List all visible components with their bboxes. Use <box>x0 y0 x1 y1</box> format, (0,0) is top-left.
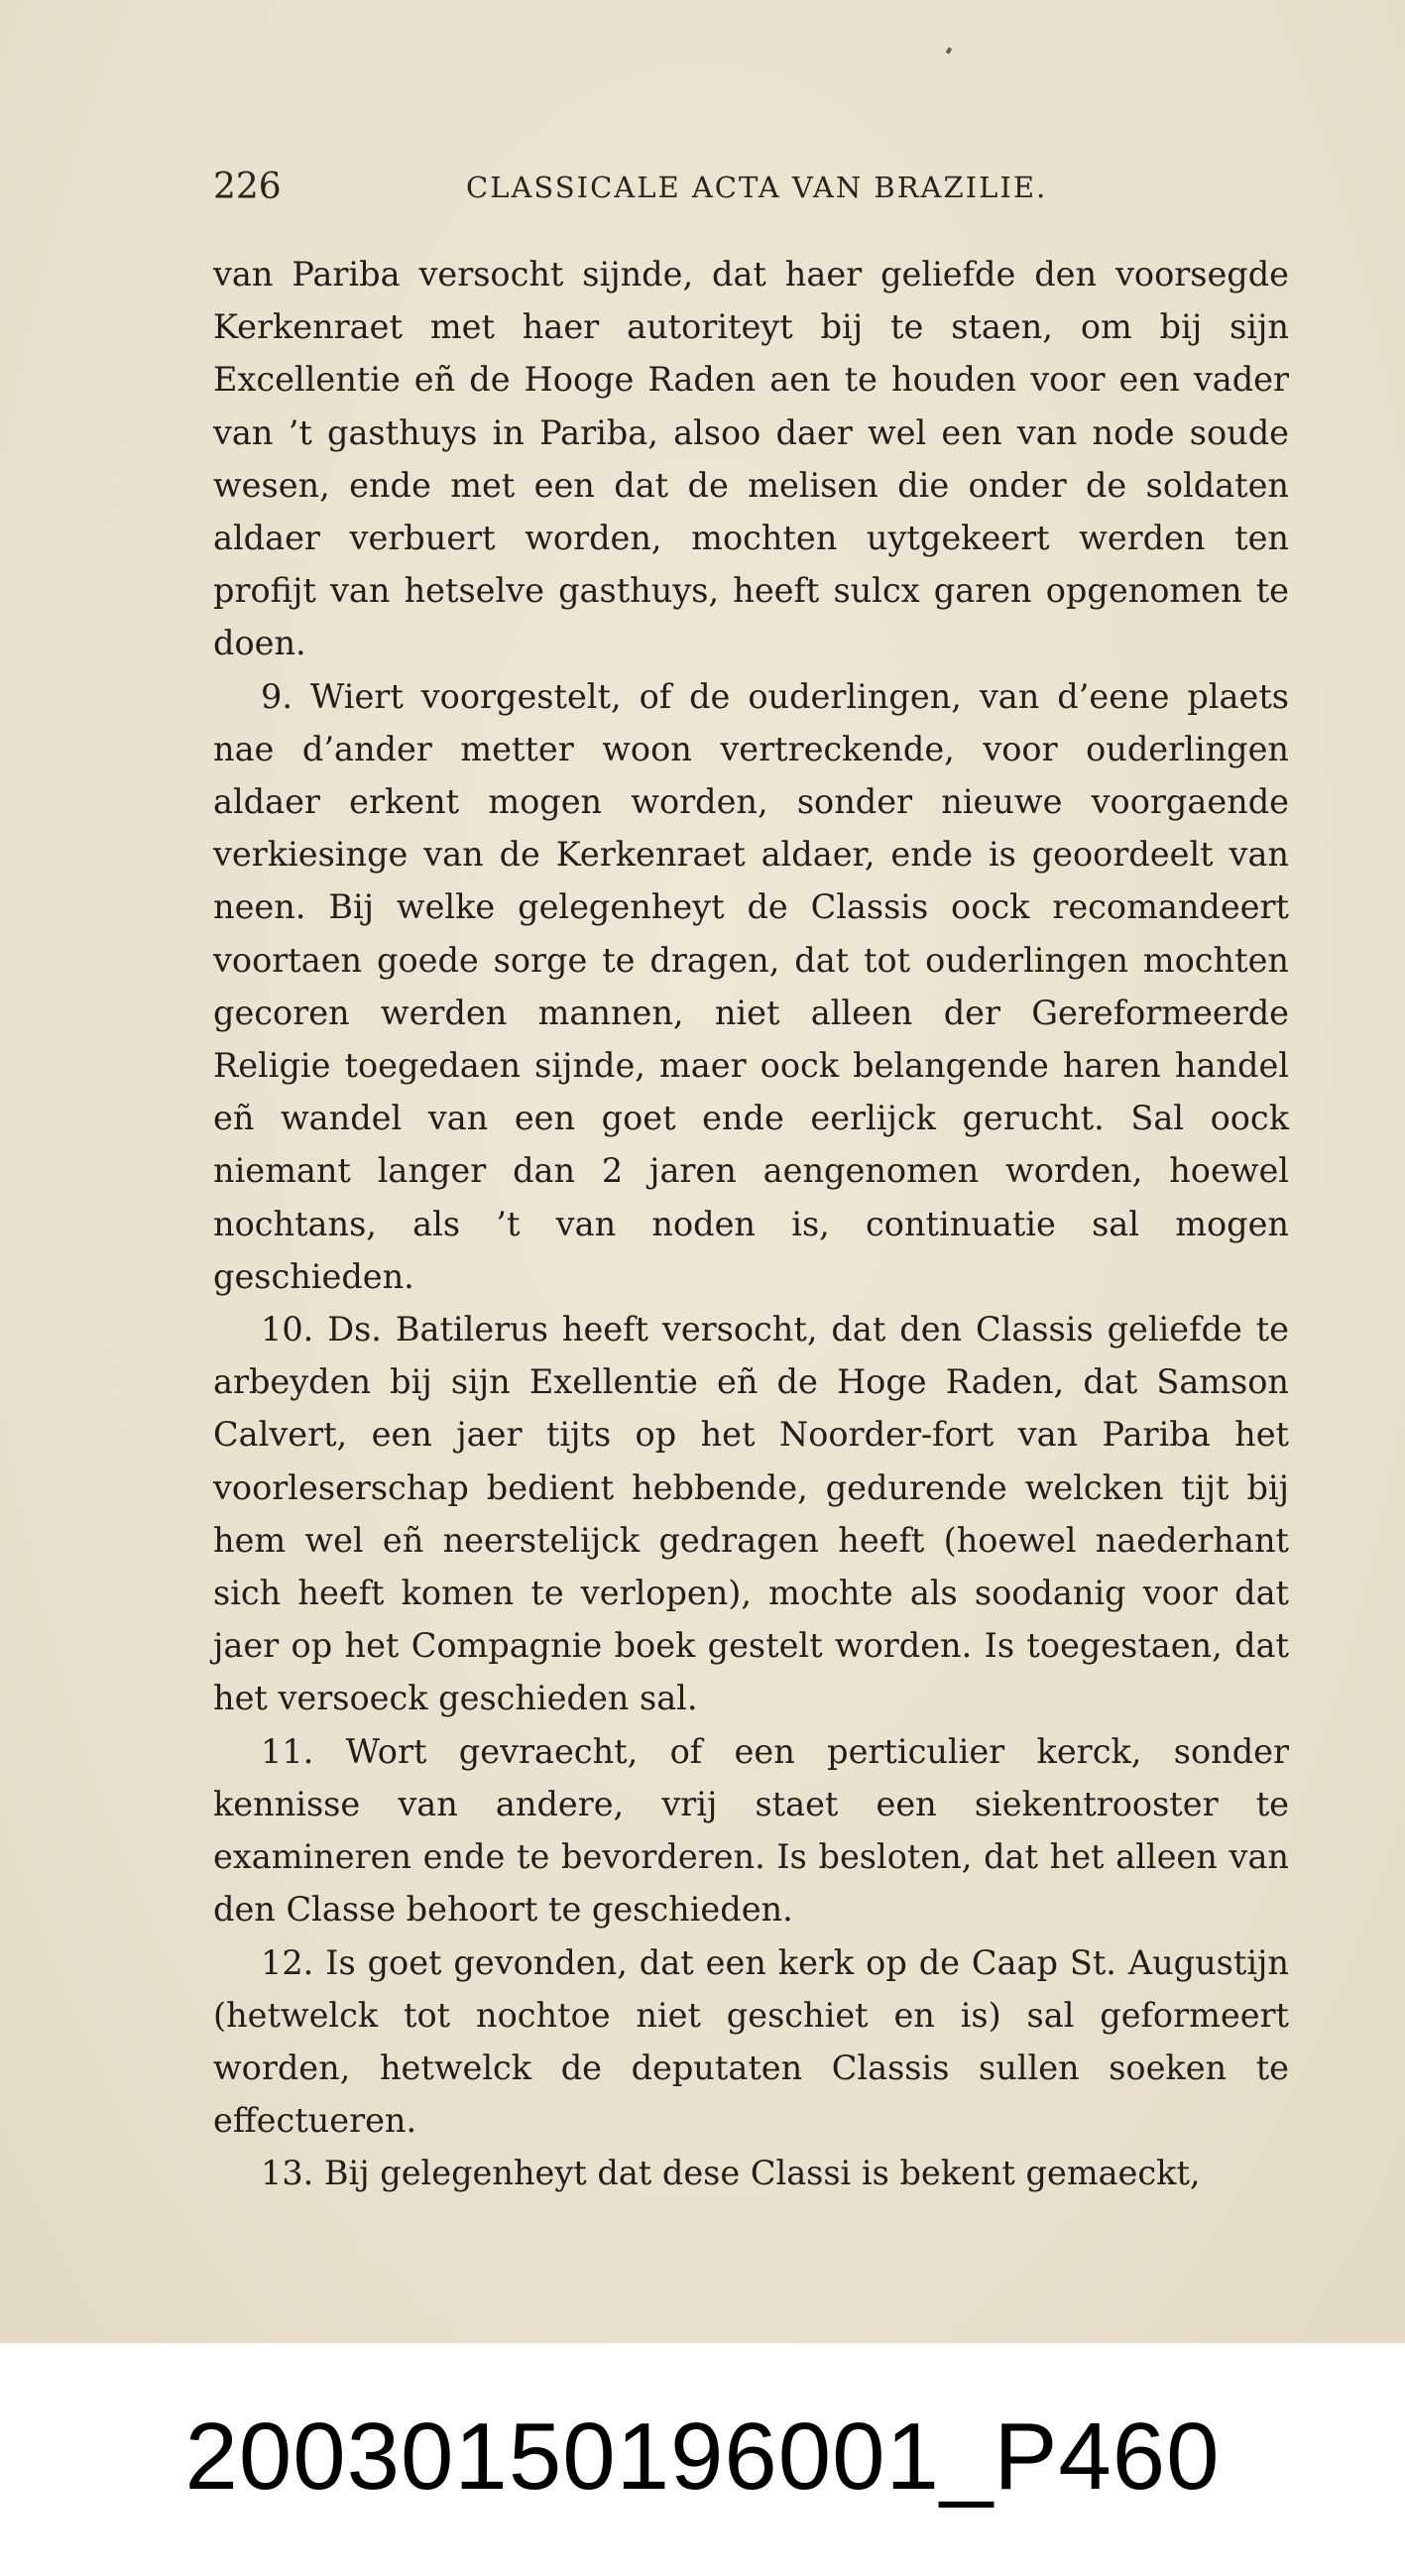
paragraph-item-11: 11. Wort gevraecht, of een perticulier kerck, sonder kennisse van andere, vrij staet een siekentrooster te examineren ende te bevorderen. Is besloten, dat het alleen van den Classe behoort te geschieden. <box>213 1731 1289 1930</box>
paragraph-item-10: 10. Ds. Batilerus heeft versocht, dat den Classis geliefde te arbeyden bij sijn Exellentie eñ de Hoge Raden, dat Samson Calvert, een jaer tijts op het Noorder-fort van Pariba het voorleserschap bedient hebbende, gedurende welcken tijt bij hem wel eñ neerstelijck gedragen heeft (hoewel naederhant sich heeft komen te verlopen), mochte als soodanig voor dat jaer op het Compagnie boek gestelt worden. Is toegestaen, dat het versoeck geschieden sal. <box>213 1310 1289 1718</box>
paragraph-item-9: 9. Wiert voorgestelt, of de ouderlingen, van d’eene plaets nae d’ander metter woon vertreckende, voor ouderlingen aldaer erkent mogen worden, sonder nieuwe voorgaende verkiesinge van de Kerkenraet aldaer, ende is geoordeelt van neen. Bij welke gelegenheyt de Classis oock recomandeert voortaen goede sorge te dragen, dat tot ouderlingen mochten gecoren werden mannen, niet alleen der Gereformeerde Religie toegedaen sijnde, maer oock belangende haren handel eñ wandel van een goet ende eerlijck gerucht. Sal oock niemant langer dan 2 jaren aengenomen worden, hoewel nochtans, als ’t van noden is, continuatie sal mogen geschieden. <box>213 676 1289 1296</box>
page-number: 226 <box>213 167 282 207</box>
file-identifier: 20030150196001_P460 <box>184 2403 1221 2510</box>
page-header <box>213 167 1304 216</box>
running-title: CLASSICALE ACTA VAN BRAZILIE. <box>466 171 1048 204</box>
paragraph-continuation: van Pariba versocht sijnde, dat haer geliefde den voorsegde Kerkenraet met haer autoriteyt bij te staen, om bij sijn Excellentie eñ de Hooge Raden aen te houden voor een vader van ’t gasthuys in Pariba, alsoo daer wel een van node soude wesen, ende met een dat de melisen die onder de soldaten aldaer verbuert worden, mochten uytgekeert werden ten profijt van hetselve gasthuys, heeft sulcx garen opgenomen te doen. <box>213 255 1289 663</box>
footer-strip <box>0 2343 1405 2576</box>
body-text <box>213 248 1289 2200</box>
paragraph-item-12: 12. Is goet gevonden, dat een kerk op de Caap St. Augustijn (hetwelck tot nochtoe niet geschiet en is) sal geformeert worden, hetwelck de deputaten Classis sullen soeken te effectueren. <box>213 1942 1289 2141</box>
ink-speck <box>946 47 952 54</box>
paragraph-item-13: 13. Bij gelegenheyt dat dese Classi is bekent gemaeckt, <box>261 2154 1201 2193</box>
